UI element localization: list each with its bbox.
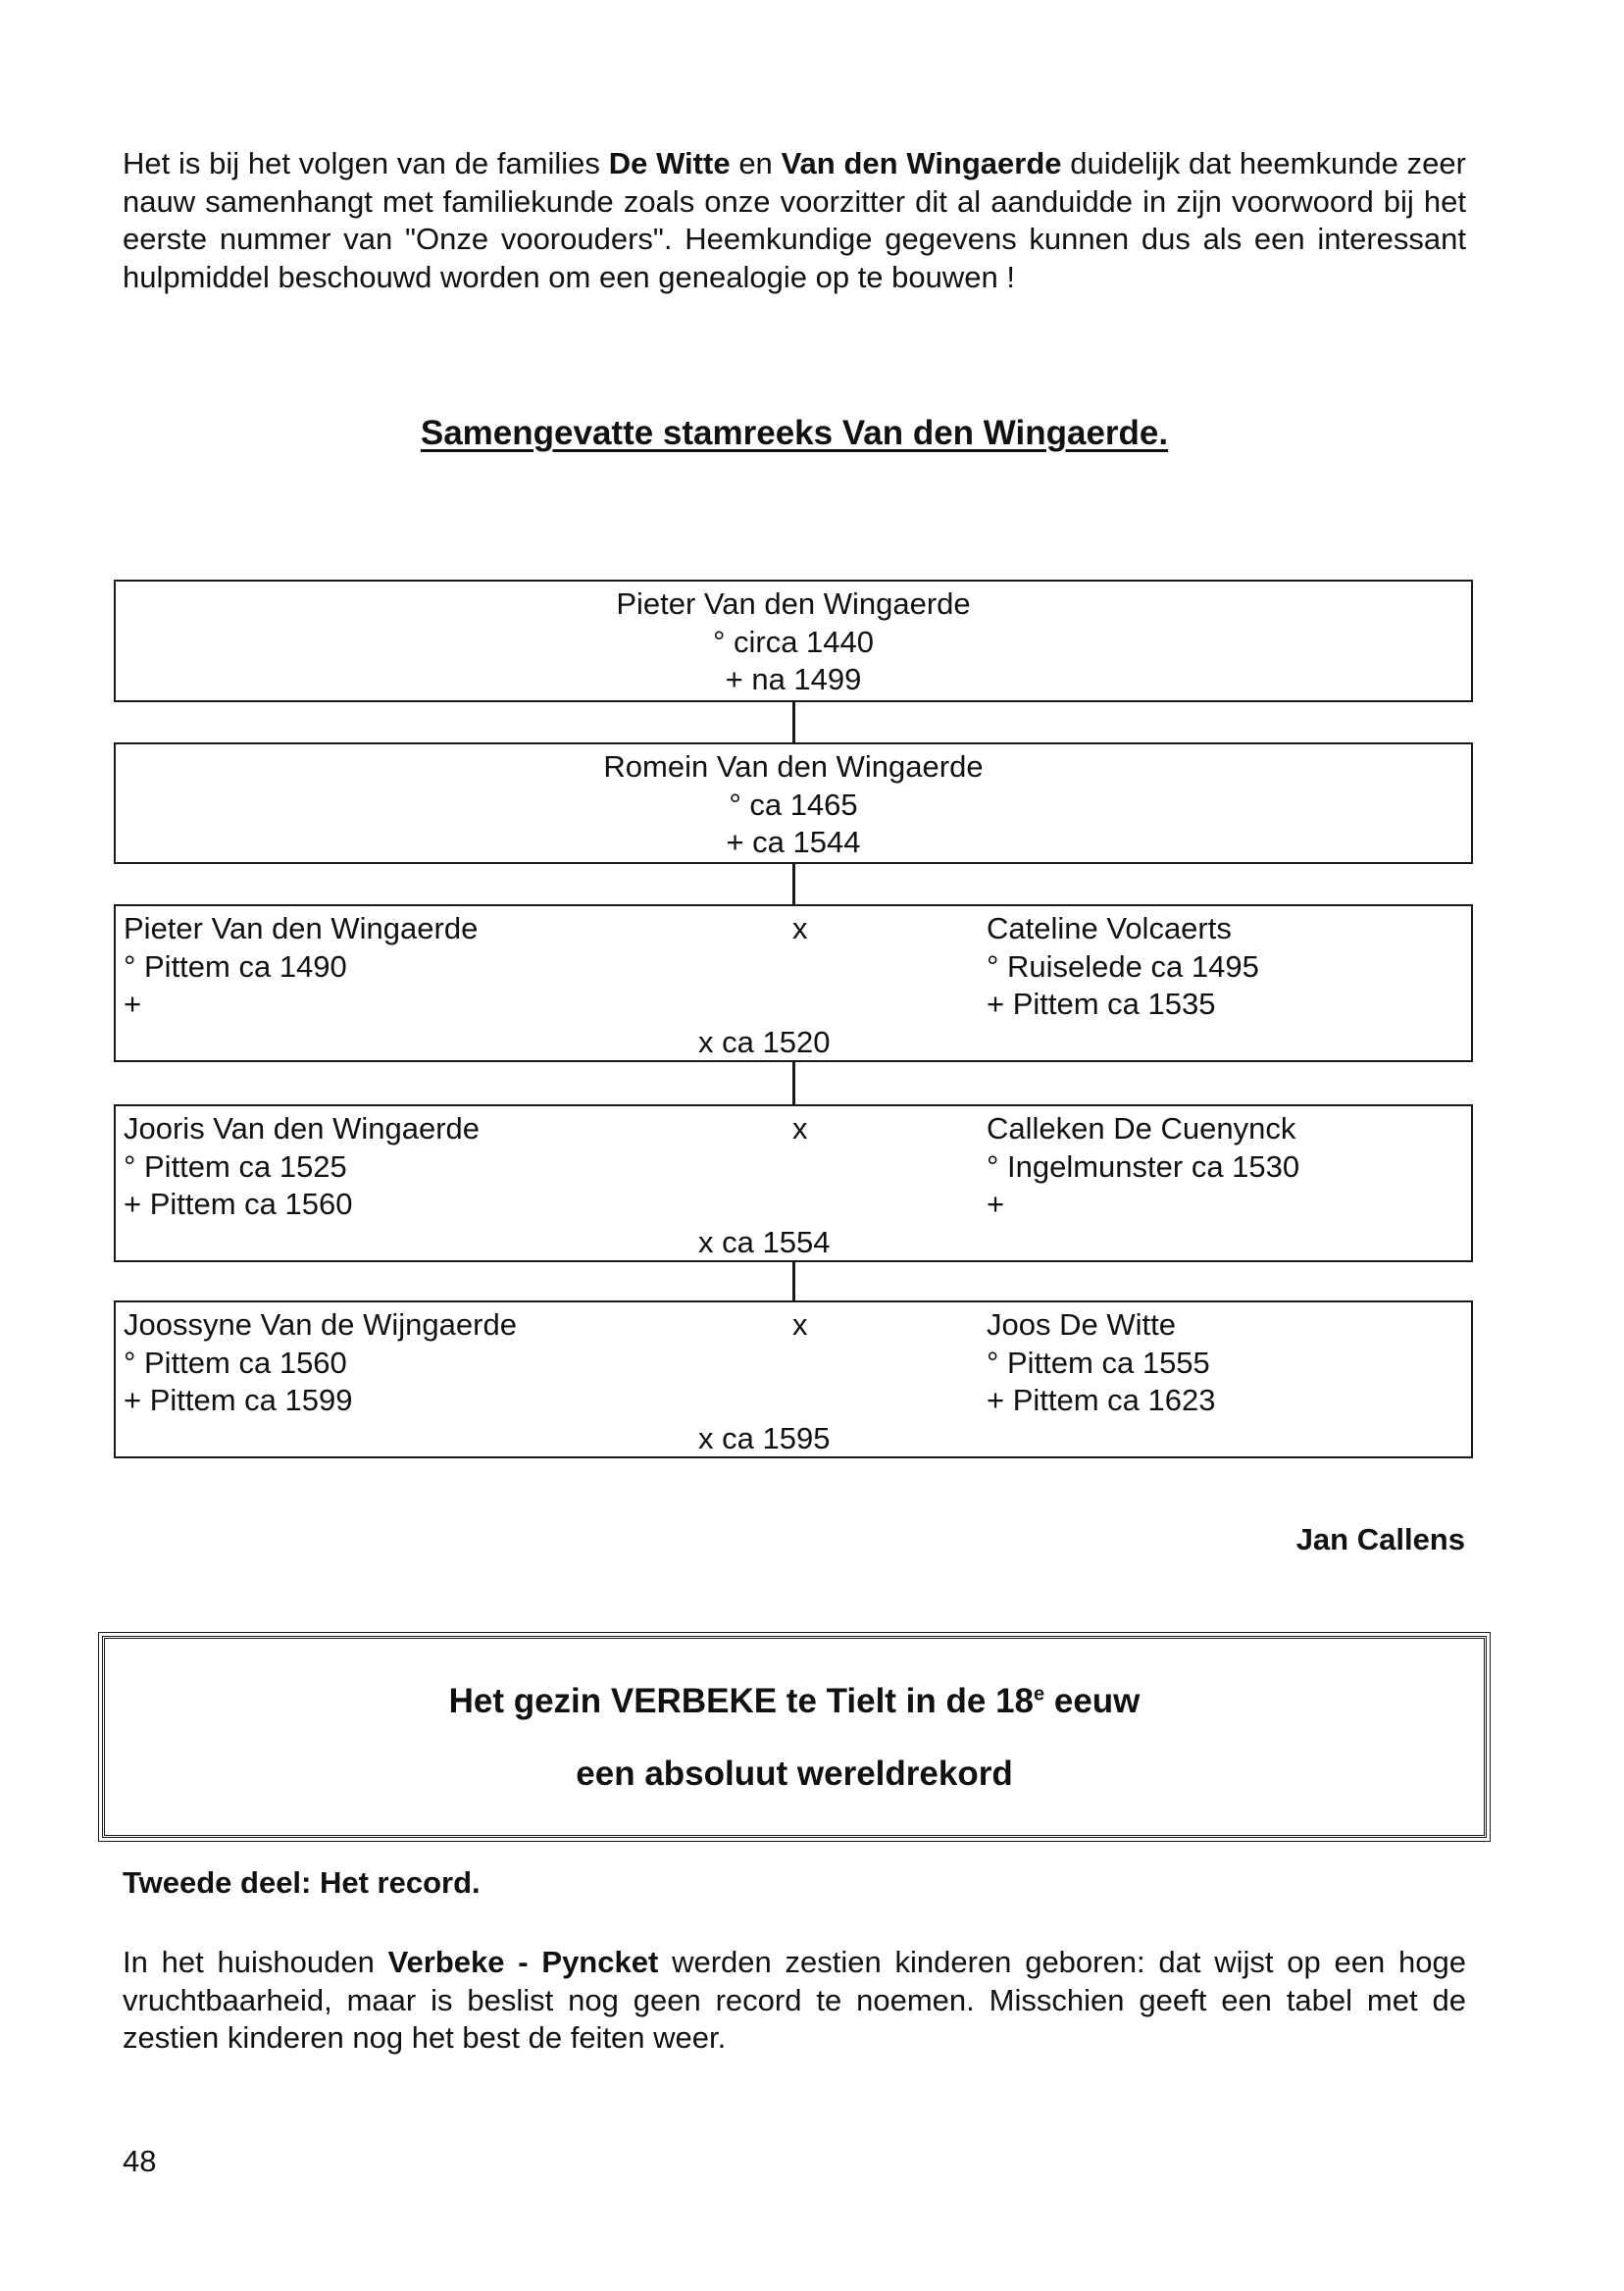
person-born: ° Ingelmunster ca 1530	[987, 1148, 1300, 1184]
couple-left	[124, 910, 478, 1024]
person-name: Cateline Volcaerts	[987, 911, 1232, 945]
title-superscript: e	[1034, 1683, 1045, 1706]
person-born: ° Pittem ca 1490	[124, 948, 347, 984]
intro-text: en	[730, 146, 782, 180]
title-text: eeuw	[1044, 1682, 1141, 1720]
article-title-line-1	[105, 1682, 1484, 1721]
person-born: ° Pittem ca 1560	[124, 1345, 347, 1380]
couple-box-3	[114, 1300, 1473, 1458]
body-text: In het huishouden	[123, 1945, 388, 1979]
couple-left	[124, 1110, 480, 1224]
couple-right	[987, 1110, 1299, 1224]
lineage-connector	[792, 1062, 795, 1104]
person-died: + Pittem ca 1560	[124, 1187, 353, 1221]
person-born: ° Pittem ca 1525	[124, 1148, 347, 1184]
person-born: ° Pittem ca 1555	[987, 1345, 1210, 1380]
person-name: Pieter Van den Wingaerde	[124, 911, 479, 945]
couple-left	[124, 1306, 517, 1420]
person-born: ° ca 1465	[729, 787, 858, 822]
couple-box-1	[114, 904, 1473, 1062]
lineage-connector	[792, 1262, 795, 1300]
intro-bold-van-den-wingaerde: Van den Wingaerde	[781, 146, 1062, 180]
couple-box-2	[114, 1104, 1473, 1262]
body-text: werden zestien kinderen geboren: dat wijst op een hoge vruchtbaarheid, maar is beslist nog geen record te noemen. Misschien geeft een tabel met de zestien kinderen nog het best de feiten weer.	[123, 1945, 1466, 2055]
person-born: ° circa 1440	[712, 624, 875, 659]
person-died: +	[987, 1187, 1005, 1221]
person-died: + Pittem ca 1535	[987, 987, 1216, 1021]
couple-right	[987, 1306, 1216, 1420]
person-died: + na 1499	[725, 662, 862, 696]
person-name: Romein Van den Wingaerde	[603, 749, 984, 784]
person-died: +	[124, 987, 142, 1021]
intro-paragraph	[123, 145, 1466, 296]
generation-box-2	[114, 742, 1473, 864]
marriage-symbol: x	[792, 911, 808, 945]
intro-text: Het is bij het volgen van de families	[123, 146, 609, 180]
lineage-connector	[792, 702, 795, 742]
couple-right	[987, 910, 1259, 1024]
person-name: Calleken De Cuenynck	[987, 1111, 1296, 1146]
section-heading: Samengevatte stamreeks Van den Wingaerde.	[420, 414, 1169, 452]
person-name: Pieter Van den Wingaerde	[616, 586, 971, 621]
lineage-connector	[792, 864, 795, 904]
person-name: Jooris Van den Wingaerde	[124, 1111, 481, 1146]
intro-text: duidelijk dat heemkunde zeer nauw samenhangt met familiekunde zoals onze voorzitter dit al aanduidde in zijn voorwoord bij het eerste nummer van "Onze voorouders". Heemkundige gegevens kunnen dus als een interessant hulpmiddel beschouwd worden om een genealogie op te bouwen !	[123, 146, 1466, 294]
intro-bold-de-witte: De Witte	[608, 146, 731, 180]
marriage-date: x ca 1595	[698, 1421, 831, 1455]
person-born: ° Ruiselede ca 1495	[987, 948, 1259, 984]
title-text: Het gezin VERBEKE te Tielt in de 18	[448, 1682, 1035, 1720]
generation-box-1	[114, 580, 1473, 702]
marriage-symbol: x	[792, 1307, 808, 1342]
person-name: Joos De Witte	[987, 1307, 1176, 1342]
body-bold-family: Verbeke - Pyncket	[387, 1945, 659, 1979]
marriage-date: x ca 1520	[698, 1025, 831, 1059]
marriage-symbol: x	[792, 1111, 808, 1146]
person-name: Joossyne Van de Wijngaerde	[124, 1307, 517, 1342]
marriage-date: x ca 1554	[698, 1225, 831, 1259]
person-died: + ca 1544	[726, 825, 861, 859]
author-name: Jan Callens	[1295, 1522, 1465, 1556]
person-died: + Pittem ca 1599	[124, 1383, 353, 1417]
article-title-line-2: een absoluut wereldrekord	[576, 1755, 1013, 1793]
page-number: 48	[123, 2144, 157, 2178]
body-paragraph	[123, 1944, 1466, 2058]
subheading: Tweede deel: Het record.	[123, 1865, 481, 1900]
person-died: + Pittem ca 1623	[987, 1383, 1216, 1417]
article-title-box	[102, 1636, 1487, 1838]
